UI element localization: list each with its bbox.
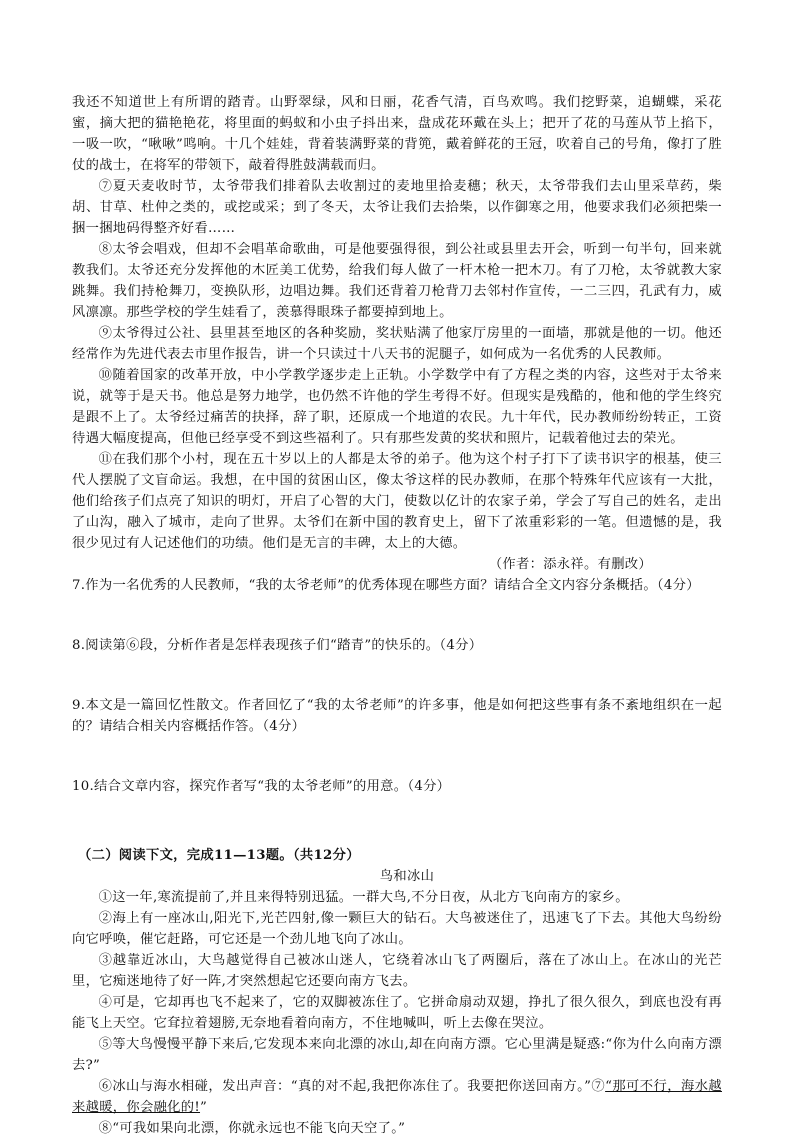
question-10: 10.结合文章内容，探究作者写“我的太爷老师”的用意。（4分） — [72, 779, 451, 794]
underlined-sentence-7: “那可不行，海水越来越暖，你会融化的! — [72, 1079, 722, 1115]
question-7: 7.作为一名优秀的人民教师，“我的太爷老师”的优秀体现在哪些方面？请结合全文内容分条概括。（4分） — [72, 578, 700, 593]
story-paragraph-2: ②海上有一座冰山,阳光下,光芒四射,像一颗巨大的钻石。大鸟被迷住了，迅速飞了下去。其他大鸟纷纷向它呼唤，催它赶路，可它还是一个劲儿地飞向了冰山。 — [72, 911, 722, 947]
paragraph-6-continued: 我还不知道世上有所谓的踏青。山野翠绿，风和日丽，花香气清，百鸟欢鸣。我们挖野菜，追蝴蝶，采花蜜，摘大把的猫艳艳花，将里面的蚂蚁和小虫子抖出来，盘成花环戴在头上；把开了花的马莲从节上掐下，一吸一吹，“啾啾”鸣响。十几个娃娃，背着装满野菜的背篼，戴着鲜花的王冠，吹着自己的号角，像打了胜仗的战士，在将军的带领下，敲着得胜鼓满载而归。 — [72, 95, 722, 173]
story-paragraph-6 — [72, 1076, 722, 1118]
story-paragraph-5: ⑤等大鸟慢慢平静下来后,它发现本来向北漂的冰山,却在向南方漂。它心里满是疑惑:“你为什么向南方漂去?” — [72, 1037, 722, 1073]
story-title: 鸟和冰山 — [379, 869, 435, 884]
document-page — [72, 92, 722, 1139]
section-2-heading: （二）阅读下文，完成11—13题。（共12分） — [78, 848, 360, 863]
paragraph-9: ⑨太爷得过公社、县里甚至地区的各种奖励，奖状贴满了他家厅房里的一面墙，那就是他的一切。他还经常作为先进代表去市里作报告，讲一个只读过十八天书的泥腿子，如何成为一名优秀的人民教师。 — [72, 326, 722, 362]
paragraph-11: ⑪在我们那个小村，现在五十岁以上的人都是太爷的弟子。他为这个村子打下了读书识字的根基，使三代人摆脱了文盲命运。我想，在中国的贫困山区，像太爷这样的民办教师，在那个特殊年代应该有一大批，他们给孩子们点亮了知识的明灯，开启了心智的大门，使数以亿计的农家子弟，学会了写自己的姓名，走出了山沟，融入了城市，走向了世界。太爷们在新中国的教育史上，留下了浓重彩彩的一笔。但遗憾的是，我很少见过有人记述他们的功绩。他们是无言的丰碑，太上的大德。 — [72, 452, 722, 551]
story-paragraph-1: ①这一年,寒流提前了,并且来得特别迅猛。一群大鸟,不分日夜，从北方飞向南方的家乡。 — [98, 890, 629, 905]
question-8: 8.阅读第⑥段，分析作者是怎样表现孩子们“踏青”的快乐的。（4分） — [72, 638, 483, 653]
question-9: 9.本文是一篇回忆性散文。作者回忆了“我的太爷老师”的许多事，他是如何把这些事有条不紊地组织在一起的？请结合相关内容概括作答。（4分） — [72, 698, 722, 734]
story-paragraph-4: ④可是，它却再也飞不起来了，它的双脚被冻住了。它拼命扇动双翅，挣扎了很久很久，到底也没有再能飞上天空。它耷拉着翅膀,无奈地看着向南方，不住地喊叫，听上去像在哭泣。 — [72, 995, 722, 1031]
story-paragraph-6-text: ⑥冰山与海水相碰，发出声音：“真的对不起,我把你冻住了。我要把你送回南方。”⑦ — [98, 1079, 606, 1094]
closing-quote: ” — [200, 1100, 208, 1115]
author-note: （作者：添永祥。有删改） — [488, 557, 652, 572]
paragraph-10: ⑩随着国家的改革开放，中小学教学逐步走上正轨。小学数学中有了方程之类的内容，这些对于太爷来说，就等于是天书。他总是努力地学，也仍然不许他的学生考得不好。但现实是残酷的，他和他的学生终究是跟不上了。太爷经过痛苦的抉择，辞了职，还原成一个地道的农民。九十年代，民办教师纷纷转正，工资待遇大幅度提高，但他已经享受不到这些福利了。只有那些发黄的奖状和照片，记载着他过去的荣光。 — [72, 368, 722, 446]
story-paragraph-8: ⑧“可我如果向北漂，你就永远也不能飞向天空了。” — [98, 1121, 406, 1136]
paragraph-8: ⑧太爷会唱戏，但却不会唱革命歌曲，可是他要强得很，到公社或县里去开会，听到一句半句，回来就教我们。太爷还充分发挥他的木匠美工优势，给我们每人做了一杆木枪一把木刀。有了刀枪，太爷就教大家跳舞。我们持枪舞刀，变换队形，边唱边舞。我们还背着刀枪背刀去邻村作宣传，一二三四，孔武有力，威风凛凛。那些学校的学生娃看了，羡慕得眼珠子都要掉到地上。 — [72, 242, 722, 320]
story-paragraph-3: ③越靠近冰山，大鸟越觉得自己被冰山迷人，它绕着冰山飞了两圈后，落在了冰山上。在冰山的光芒里，它痴迷地待了好一阵,才突然想起它还要向南方飞去。 — [72, 953, 722, 989]
paragraph-7: ⑦夏天麦收时节，太爷带我们排着队去收割过的麦地里拾麦穗；秋天，太爷带我们去山里采草药，柴胡、甘草、杜仲之类的，或挖或采；到了冬天，太爷让我们去拾柴，以作御寒之用，他要求我们必须把柴一捆一捆地码得整齐好看…… — [72, 179, 722, 236]
